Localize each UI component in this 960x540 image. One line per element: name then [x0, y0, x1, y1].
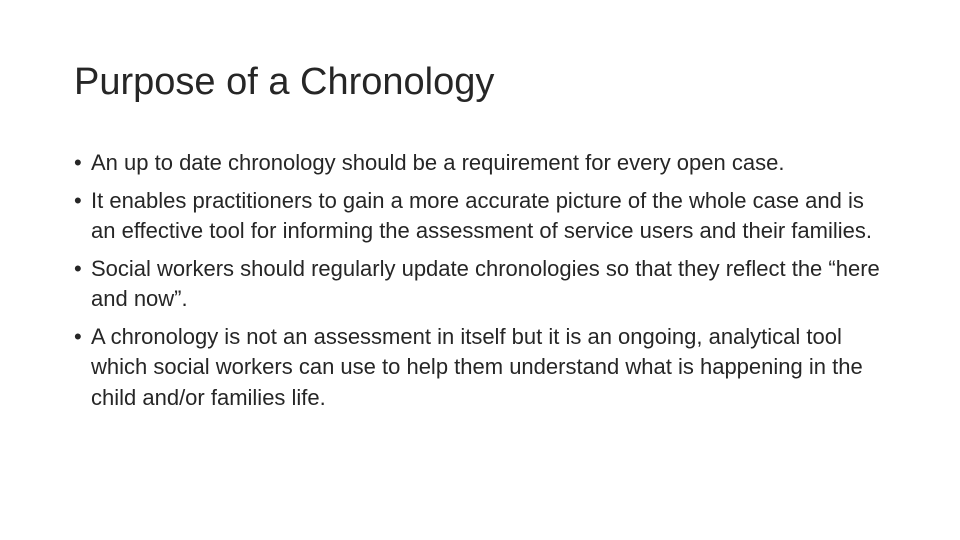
slide-title: Purpose of a Chronology	[74, 61, 495, 103]
bullet-marker-icon: •	[74, 187, 82, 213]
bullet-item	[74, 254, 894, 315]
bullet-text: It enables practitioners to gain a more accurate picture of the whole case and is an effective tool for informing the assessment of service users and their families.	[91, 187, 872, 243]
bullet-item	[74, 148, 894, 179]
bullet-list	[74, 148, 894, 420]
bullet-marker-icon: •	[74, 255, 82, 281]
bullet-text: A chronology is not an assessment in itself but it is an ongoing, analytical tool which social workers can use to help them understand what is happening in the child and/or families life.	[91, 323, 863, 410]
bullet-marker-icon: •	[74, 150, 82, 175]
bullet-text: Social workers should regularly update chronologies so that they reflect the “here and now”.	[91, 255, 880, 311]
bullet-item	[74, 322, 894, 414]
bullet-marker-icon: •	[74, 323, 82, 349]
bullet-text: An up to date chronology should be a requirement for every open case.	[91, 150, 785, 175]
bullet-item	[74, 186, 894, 247]
